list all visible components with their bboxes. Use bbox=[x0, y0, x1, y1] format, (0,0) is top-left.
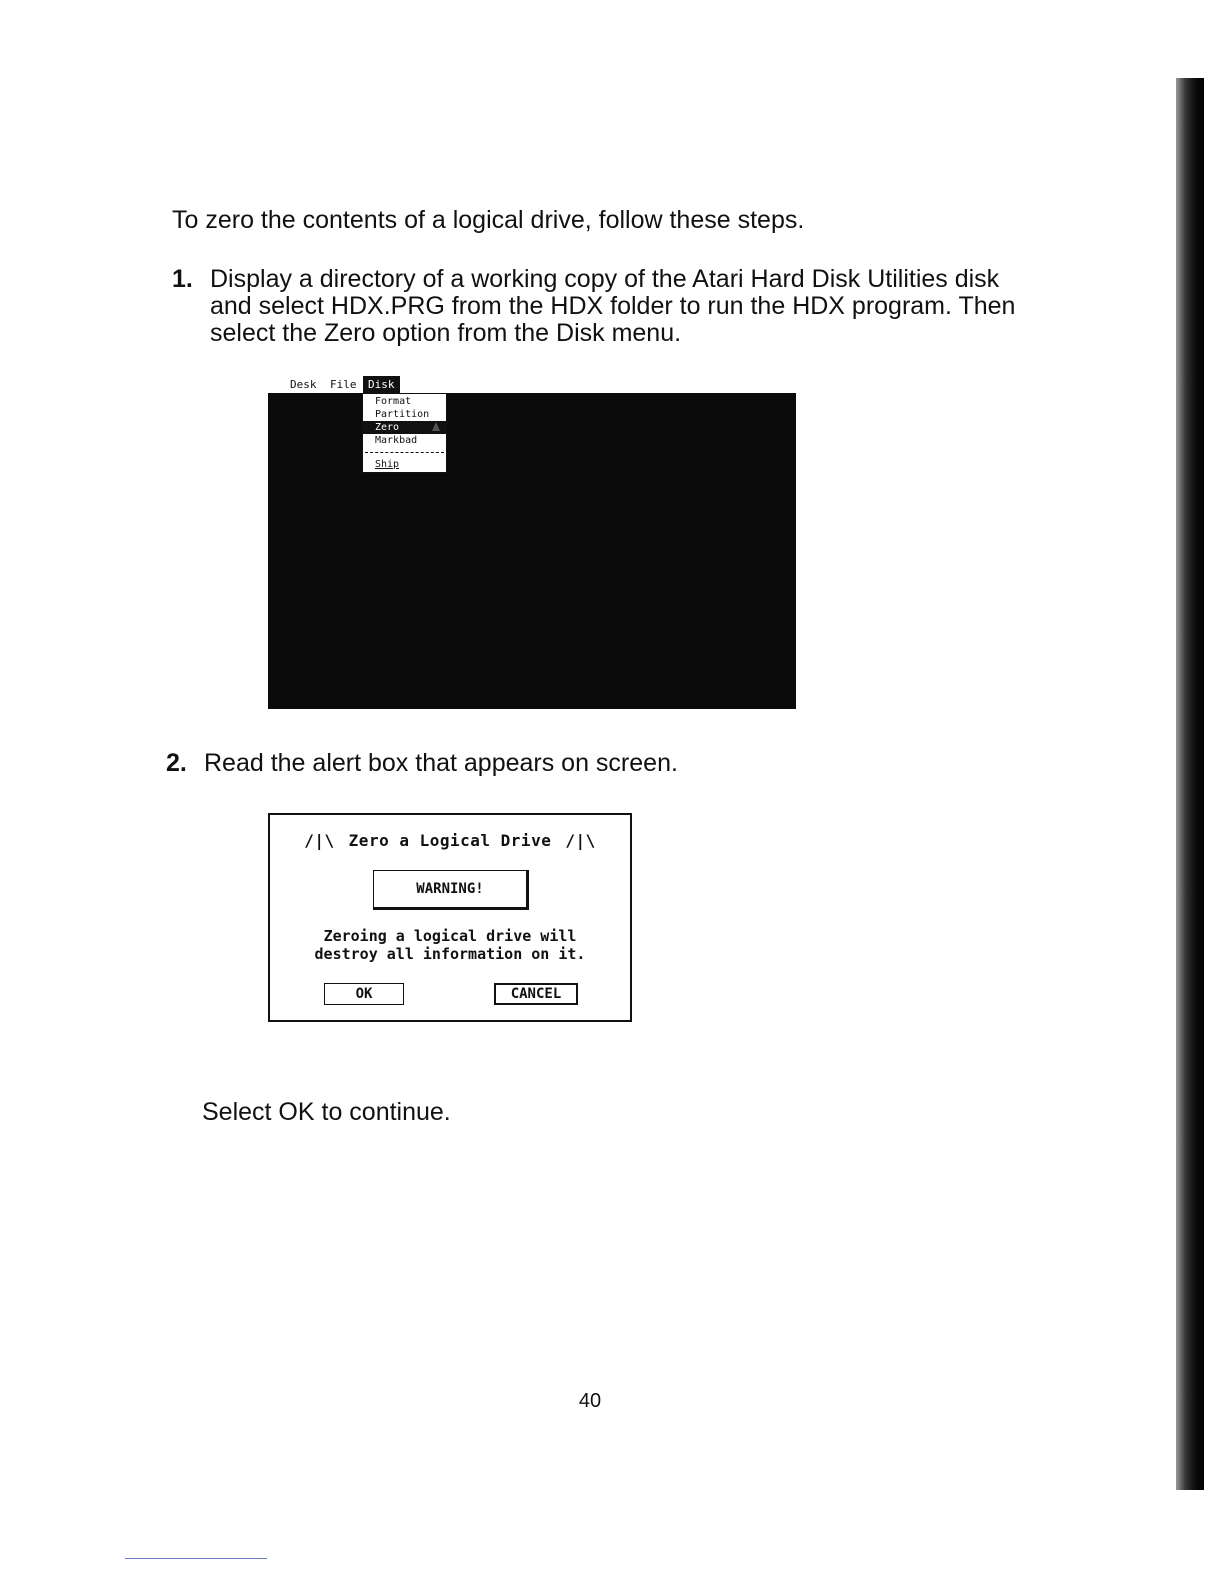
alert-title-row bbox=[270, 831, 630, 850]
intro-paragraph: To zero the contents of a logical drive, follow these steps. bbox=[172, 206, 805, 234]
menu-item-format[interactable]: Format bbox=[375, 396, 412, 407]
atari-logo-icon: /|\ bbox=[304, 831, 335, 850]
step-1-text: Display a directory of a working copy of the Atari Hard Disk Utilities disk and select HDX.PRG from the HDX folder to run the HDX program. Then select the Zero option from the Disk menu. bbox=[210, 265, 1016, 347]
closing-instruction: Select OK to continue. bbox=[202, 1098, 451, 1126]
menu-disk[interactable]: Disk bbox=[363, 376, 400, 393]
step-1-number: 1. bbox=[172, 265, 193, 293]
menu-item-markbad[interactable]: Markbad bbox=[375, 435, 418, 446]
alert-message-line-2: destroy all information on it. bbox=[314, 945, 586, 963]
alert-message bbox=[270, 927, 630, 963]
desktop-menubar bbox=[268, 376, 796, 393]
ok-button[interactable]: OK bbox=[324, 983, 404, 1005]
menu-file[interactable]: File bbox=[330, 378, 357, 391]
desktop-screen bbox=[268, 393, 796, 709]
menu-item-partition[interactable]: Partition bbox=[375, 409, 430, 420]
disk-menu-dropdown bbox=[362, 393, 447, 473]
step-2-text: Read the alert box that appears on screen. bbox=[204, 749, 678, 777]
warning-label: WARNING! bbox=[373, 870, 529, 910]
page-number: 40 bbox=[578, 1390, 602, 1412]
menu-desk[interactable]: Desk bbox=[290, 378, 317, 391]
alert-message-line-1: Zeroing a logical drive will bbox=[323, 927, 577, 945]
alert-title: Zero a Logical Drive bbox=[348, 831, 552, 850]
mouse-cursor-icon bbox=[432, 422, 440, 431]
menu-item-zero[interactable]: Zero bbox=[363, 421, 446, 434]
menu-item-ship[interactable]: Ship bbox=[375, 459, 400, 470]
menu-separator bbox=[365, 452, 444, 453]
zero-drive-alert bbox=[268, 813, 632, 1022]
atari-logo-icon: /|\ bbox=[565, 831, 596, 850]
step-2-number: 2. bbox=[166, 749, 187, 777]
footer-rule bbox=[125, 1558, 267, 1559]
cancel-button[interactable]: CANCEL bbox=[494, 983, 578, 1005]
scanned-page-edge bbox=[1176, 78, 1204, 1490]
